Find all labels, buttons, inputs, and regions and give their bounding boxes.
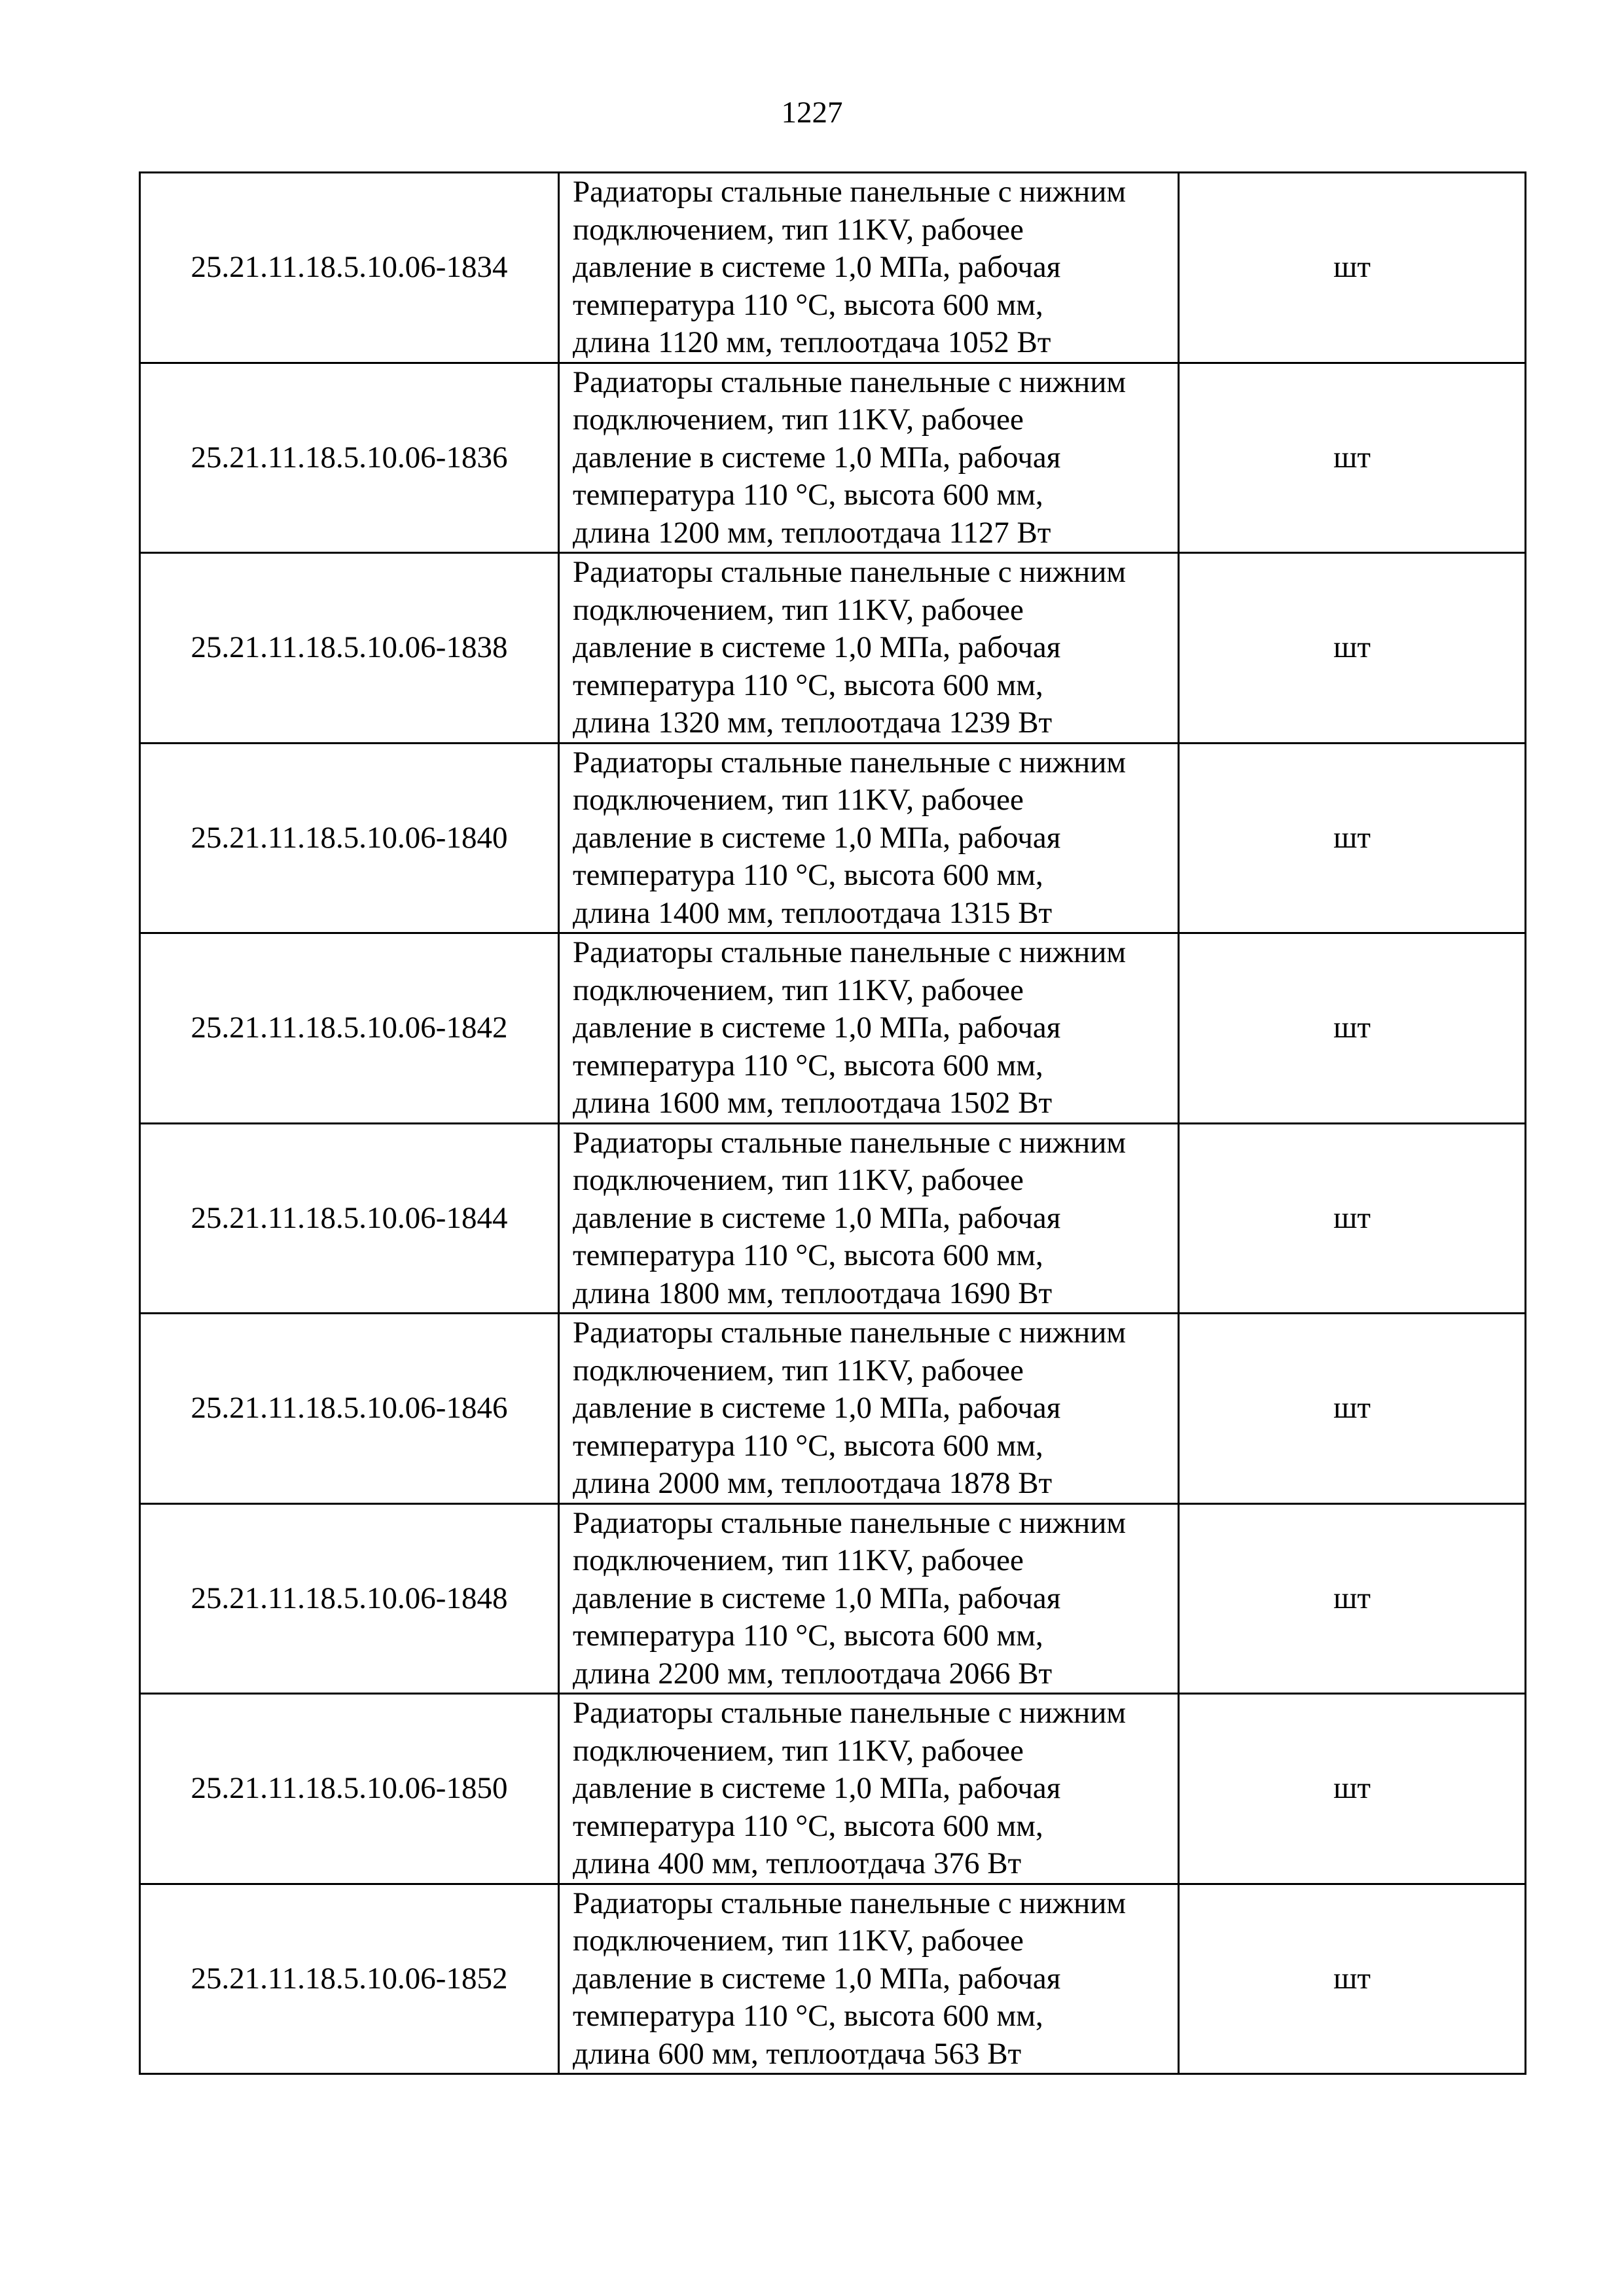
resource-description <box>559 553 1179 744</box>
description-line: длина 2000 мм, теплоотдача 1878 Вт <box>573 1466 1053 1500</box>
description-line: температура 110 °С, высота 600 мм, <box>573 858 1043 892</box>
description-line: подключением, тип 11KV, рабочее <box>573 1924 1024 1958</box>
description-line: подключением, тип 11KV, рабочее <box>573 1543 1024 1577</box>
description-line: Радиаторы стальные панельные с нижним <box>573 1125 1127 1160</box>
resource-code: 25.21.11.18.5.10.06-1838 <box>140 553 559 744</box>
resource-code: 25.21.11.18.5.10.06-1848 <box>140 1503 559 1694</box>
description-line: подключением, тип 11KV, рабочее <box>573 212 1024 247</box>
resource-description <box>559 1503 1179 1694</box>
description-line: длина 1320 мм, теплоотдача 1239 Вт <box>573 706 1053 740</box>
description-line: температура 110 °С, высота 600 мм, <box>573 1048 1043 1083</box>
description-line: давление в системе 1,0 МПа, рабочая <box>573 1771 1061 1805</box>
resource-code: 25.21.11.18.5.10.06-1842 <box>140 933 559 1124</box>
description-line: Радиаторы стальные панельные с нижним <box>573 1316 1127 1350</box>
resource-code: 25.21.11.18.5.10.06-1844 <box>140 1123 559 1314</box>
description-line: давление в системе 1,0 МПа, рабочая <box>573 1200 1061 1235</box>
resource-description <box>559 933 1179 1124</box>
resource-code: 25.21.11.18.5.10.06-1850 <box>140 1694 559 1884</box>
description-line: длина 1200 мм, теплоотдача 1127 Вт <box>573 515 1051 550</box>
table-row <box>140 1123 1526 1314</box>
unit-of-measure: шт <box>1179 933 1526 1124</box>
description-line: Радиаторы стальные панельные с нижним <box>573 365 1127 399</box>
description-line: давление в системе 1,0 МПа, рабочая <box>573 1391 1061 1425</box>
resource-description <box>559 173 1179 363</box>
resource-description <box>559 363 1179 553</box>
description-line: подключением, тип 11KV, рабочее <box>573 1733 1024 1768</box>
description-line: длина 2200 мм, теплоотдача 2066 Вт <box>573 1656 1053 1691</box>
description-line: подключением, тип 11KV, рабочее <box>573 1353 1024 1388</box>
description-line: температура 110 °С, высота 600 мм, <box>573 1999 1043 2033</box>
resource-code: 25.21.11.18.5.10.06-1834 <box>140 173 559 363</box>
description-line: Радиаторы стальные панельные с нижним <box>573 1886 1127 1920</box>
description-line: температура 110 °С, высота 600 мм, <box>573 287 1043 322</box>
table-row <box>140 1694 1526 1884</box>
table-row <box>140 743 1526 933</box>
resource-description <box>559 1123 1179 1314</box>
resource-code: 25.21.11.18.5.10.06-1836 <box>140 363 559 553</box>
resource-code: 25.21.11.18.5.10.06-1846 <box>140 1314 559 1504</box>
unit-of-measure: шт <box>1179 363 1526 553</box>
description-line: подключением, тип 11KV, рабочее <box>573 973 1024 1007</box>
description-line: длина 1120 мм, теплоотдача 1052 Вт <box>573 325 1051 359</box>
table-row <box>140 553 1526 744</box>
description-line: подключением, тип 11KV, рабочее <box>573 783 1024 817</box>
description-line: Радиаторы стальные панельные с нижним <box>573 1696 1127 1730</box>
description-line: температура 110 °С, высота 600 мм, <box>573 478 1043 512</box>
resource-table <box>139 171 1526 2075</box>
unit-of-measure: шт <box>1179 1123 1526 1314</box>
description-line: давление в системе 1,0 МПа, рабочая <box>573 440 1061 475</box>
description-line: давление в системе 1,0 МПа, рабочая <box>573 630 1061 664</box>
description-line: длина 1800 мм, теплоотдача 1690 Вт <box>573 1276 1053 1310</box>
description-line: длина 1600 мм, теплоотдача 1502 Вт <box>573 1086 1053 1120</box>
description-line: давление в системе 1,0 МПа, рабочая <box>573 1961 1061 1996</box>
description-line: температура 110 °С, высота 600 мм, <box>573 1428 1043 1463</box>
description-line: подключением, тип 11KV, рабочее <box>573 403 1024 437</box>
description-line: Радиаторы стальные панельные с нижним <box>573 745 1127 780</box>
description-line: температура 110 °С, высота 600 мм, <box>573 668 1043 702</box>
unit-of-measure: шт <box>1179 1694 1526 1884</box>
description-line: длина 1400 мм, теплоотдача 1315 Вт <box>573 895 1053 930</box>
unit-of-measure: шт <box>1179 1314 1526 1504</box>
description-line: температура 110 °С, высота 600 мм, <box>573 1238 1043 1272</box>
description-line: давление в системе 1,0 МПа, рабочая <box>573 820 1061 855</box>
page-number: 1227 <box>781 96 843 130</box>
description-line: длина 600 мм, теплоотдача 563 Вт <box>573 2036 1022 2071</box>
description-line: давление в системе 1,0 МПа, рабочая <box>573 1581 1061 1615</box>
resource-description <box>559 743 1179 933</box>
table-row <box>140 1884 1526 2074</box>
resource-code: 25.21.11.18.5.10.06-1852 <box>140 1884 559 2074</box>
description-line: давление в системе 1,0 МПа, рабочая <box>573 250 1061 284</box>
description-line: Радиаторы стальные панельные с нижним <box>573 175 1127 209</box>
description-line: Радиаторы стальные панельные с нижним <box>573 555 1127 589</box>
resource-description <box>559 1884 1179 2074</box>
description-line: температура 110 °С, высота 600 мм, <box>573 1619 1043 1653</box>
resource-description <box>559 1694 1179 1884</box>
table-row <box>140 933 1526 1124</box>
unit-of-measure: шт <box>1179 1503 1526 1694</box>
description-line: температура 110 °С, высота 600 мм, <box>573 1808 1043 1843</box>
unit-of-measure: шт <box>1179 173 1526 363</box>
resource-description <box>559 1314 1179 1504</box>
table-row <box>140 363 1526 553</box>
description-line: Радиаторы стальные панельные с нижним <box>573 935 1127 969</box>
description-line: длина 400 мм, теплоотдача 376 Вт <box>573 1846 1022 1880</box>
description-line: подключением, тип 11KV, рабочее <box>573 592 1024 627</box>
description-line: подключением, тип 11KV, рабочее <box>573 1163 1024 1197</box>
table-row <box>140 1314 1526 1504</box>
description-line: давление в системе 1,0 МПа, рабочая <box>573 1011 1061 1045</box>
unit-of-measure: шт <box>1179 743 1526 933</box>
resource-code: 25.21.11.18.5.10.06-1840 <box>140 743 559 933</box>
table-row <box>140 173 1526 363</box>
unit-of-measure: шт <box>1179 553 1526 744</box>
table-row <box>140 1503 1526 1694</box>
unit-of-measure: шт <box>1179 1884 1526 2074</box>
description-line: Радиаторы стальные панельные с нижним <box>573 1505 1127 1540</box>
